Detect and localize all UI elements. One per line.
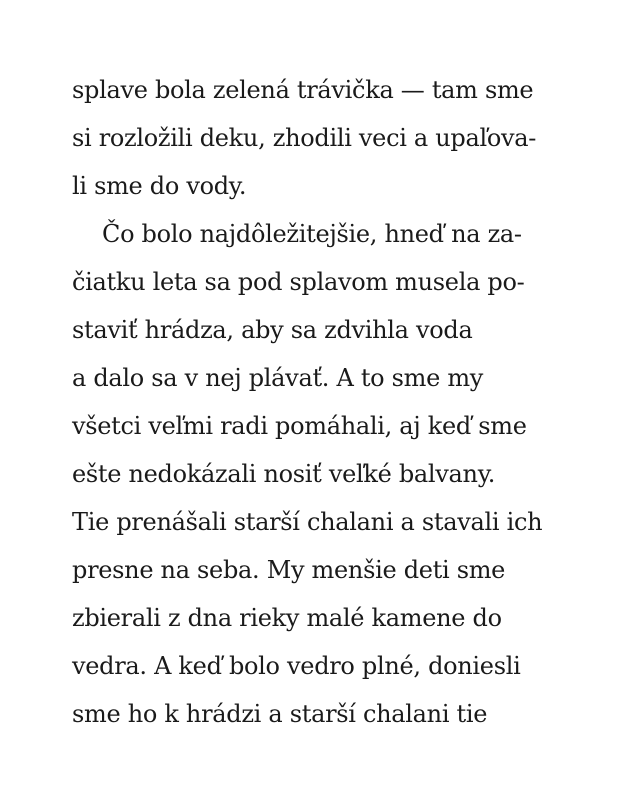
text-line-1: splave bola zelená trávička — tam sme xyxy=(72,76,534,104)
text-line-11: presne na seba. My menšie deti sme xyxy=(72,556,506,584)
text-line-6: staviť hrádza, aby sa zdvihla voda xyxy=(72,316,473,344)
text-line-13: vedra. A keď bolo vedro plné, doniesli xyxy=(72,652,521,680)
text-line-2: si rozložili deku, zhodili veci a upaľova- xyxy=(72,124,537,152)
body-text xyxy=(72,66,592,738)
text-line-8: všetci veľmi radi pomáhali, aj keď sme xyxy=(72,412,527,440)
text-line-3: li sme do vody. xyxy=(72,172,247,200)
text-line-12: zbierali z dna rieky malé kamene do xyxy=(72,604,502,632)
text-line-14: sme ho k hrádzi a starší chalani tie xyxy=(72,700,488,728)
text-line-7: a dalo sa v nej plávať. A to sme my xyxy=(72,364,484,392)
text-line-10: Tie prenášali starší chalani a stavali ich xyxy=(72,508,543,536)
text-line-5: čiatku leta sa pod splavom musela po- xyxy=(72,268,525,296)
paragraph-start-line: Čo bolo najdôležitejšie, hneď na za- xyxy=(102,220,522,248)
text-line-9: ešte nedokázali nosiť veľké balvany. xyxy=(72,460,496,488)
